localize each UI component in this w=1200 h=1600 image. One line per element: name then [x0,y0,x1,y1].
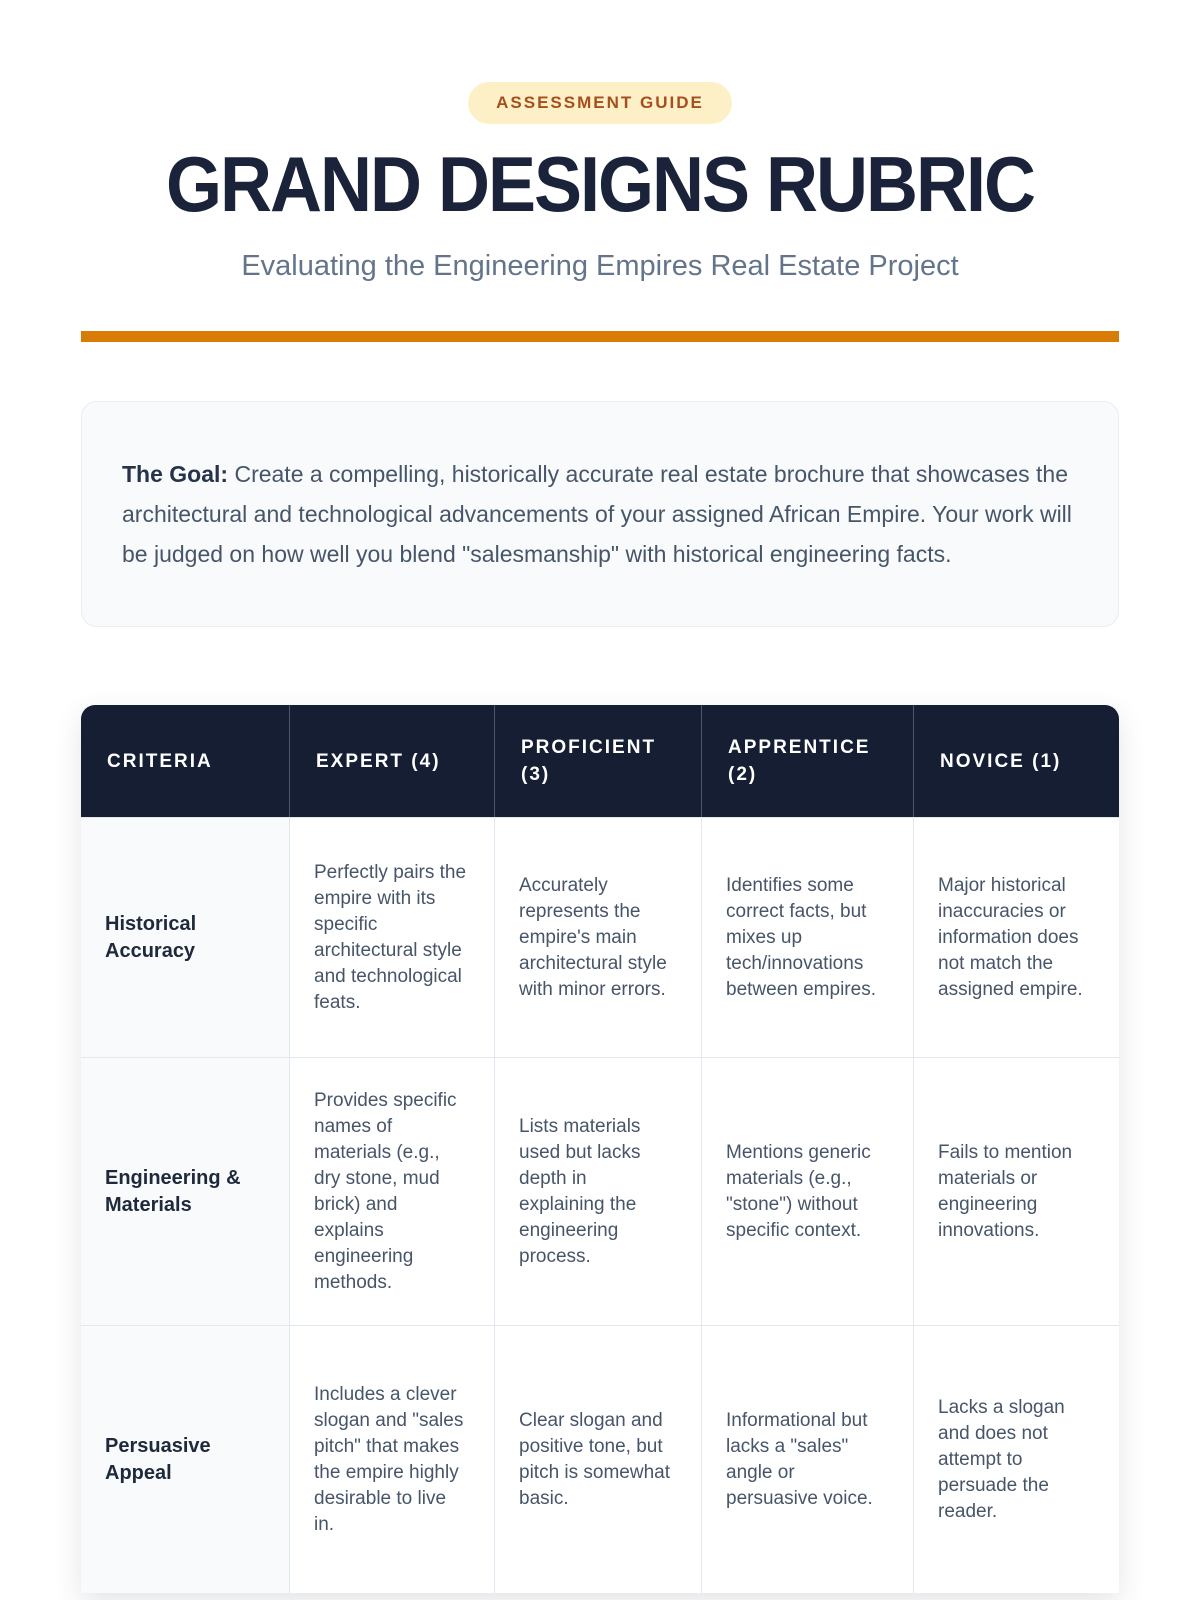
novice-cell: Lacks a slogan and does not attempt to persuade the reader. [913,1325,1119,1593]
expert-cell: Perfectly pairs the empire with its specific architectural style and technological feats. [289,817,494,1057]
col-header-expert: EXPERT (4) [289,705,494,817]
novice-cell: Major historical inaccuracies or information does not match the assigned empire. [913,817,1119,1057]
document-page [81,0,1119,1593]
page-title: GRAND DESIGNS RUBRIC [165,141,1035,229]
criteria-cell: Historical Accuracy [81,817,289,1057]
goal-label: The Goal: [122,461,229,487]
proficient-cell: Accurately represents the empire's main architectural style with minor errors. [494,817,701,1057]
table-row-persuasive-appeal [81,1325,1119,1593]
table-row-historical-accuracy [81,817,1119,1057]
assessment-guide-badge: ASSESSMENT GUIDE [468,82,732,124]
proficient-cell: Clear slogan and positive tone, but pitch is somewhat basic. [494,1325,701,1593]
col-header-criteria: CRITERIA [81,705,289,817]
criteria-cell: Engineering & Materials [81,1057,289,1325]
proficient-cell: Lists materials used but lacks depth in explaining the engineering process. [494,1057,701,1325]
rubric-header-row [81,705,1119,817]
goal-text: Create a compelling, historically accurate real estate brochure that showcases the architectural and technological advancements of your assigned African Empire. Your work will be judged on how well you blend "salesmanship" with historical engineering facts. [122,461,1072,567]
criteria-cell: Persuasive Appeal [81,1325,289,1593]
expert-cell: Includes a clever slogan and "sales pitch" that makes the empire highly desirable to live in. [289,1325,494,1593]
col-header-apprentice: APPRENTICE (2) [701,705,913,817]
table-row-engineering-materials [81,1057,1119,1325]
expert-cell: Provides specific names of materials (e.g., dry stone, mud brick) and explains engineering methods. [289,1057,494,1325]
badge-row [81,0,1119,124]
apprentice-cell: Mentions generic materials (e.g., "stone") without specific context. [701,1057,913,1325]
apprentice-cell: Informational but lacks a "sales" angle or persuasive voice. [701,1325,913,1593]
novice-cell: Fails to mention materials or engineering innovations. [913,1057,1119,1325]
col-header-novice: NOVICE (1) [913,705,1119,817]
col-header-proficient: PROFICIENT (3) [494,705,701,817]
apprentice-cell: Identifies some correct facts, but mixes up tech/innovations between empires. [701,817,913,1057]
page-subtitle: Evaluating the Engineering Empires Real Estate Project [241,250,959,282]
goal-paragraph [122,454,1078,574]
rubric-table [81,705,1119,1593]
goal-box [81,401,1119,627]
orange-divider [81,331,1119,342]
